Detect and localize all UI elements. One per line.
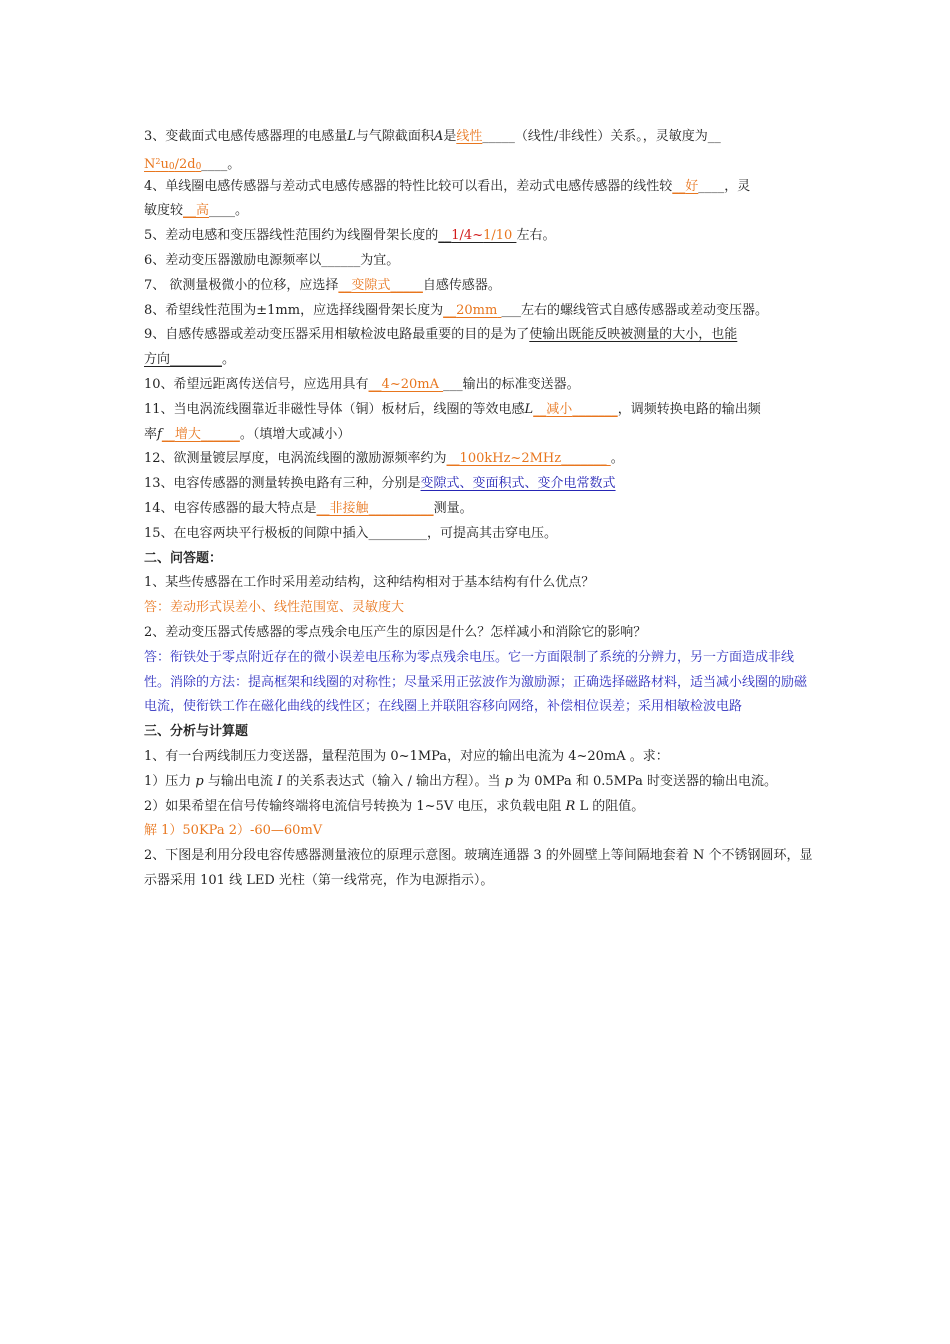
text: 10、希望远距离传送信号，应选用具有	[144, 376, 369, 392]
text: 变隙式	[351, 277, 391, 293]
text: 2）如果希望在信号传输终端将电流信号转换为 1~5V 电压，求负载电阻	[144, 798, 562, 814]
text: 9、自感传感器或差动变压器采用相敏检波电路最重要的目的是为了	[144, 327, 530, 343]
text: 。（填增大或减小）	[239, 426, 351, 442]
answer-sensitivity	[144, 157, 201, 172]
text: 14、电容传感器的最大特点是	[144, 500, 317, 516]
var-I: I	[277, 773, 283, 789]
fill-q9-line1	[144, 323, 816, 348]
fill-q4-line2	[144, 199, 816, 224]
answer-range: __1/4~1/10	[438, 228, 517, 244]
text: 非接触	[329, 500, 369, 516]
answer-red: 1/4~	[451, 228, 484, 244]
answer-gap: __变隙式_____	[338, 277, 423, 293]
text: 好	[685, 178, 699, 194]
answer-high: __高	[183, 203, 210, 219]
text: 增大	[174, 426, 201, 442]
fill-q9-line2	[144, 348, 816, 373]
document-body	[144, 125, 816, 894]
text: 高	[196, 203, 210, 219]
formula-sup: 2	[155, 156, 161, 166]
fill-q7	[144, 274, 816, 299]
answer-orange: 1/10	[483, 228, 517, 244]
text: 与输出电流	[207, 773, 273, 789]
text: 。	[222, 352, 236, 368]
fill-q6	[144, 249, 816, 274]
text: 6、差动变压器激励电源频率以______为宜。	[144, 252, 400, 268]
formula-sub: 0	[168, 161, 175, 172]
section3-p3	[144, 795, 816, 820]
fill-q12	[144, 447, 816, 472]
answer-20mm: __20mm	[443, 302, 498, 318]
fill-q8: 8、希望线性范围为±1mm，应选择线圈骨架长度为__20mm ___左右的螺线管式自感传感器或差动变压器。	[144, 302, 768, 318]
fill-q10: 10、希望远距离传送信号，应选用具有__4~20mA ___输出的标准变送器。	[144, 376, 580, 392]
formula-d: /2d	[174, 156, 196, 172]
var-A: A	[433, 129, 444, 144]
text: 方向	[144, 352, 171, 368]
fill-q13	[144, 472, 816, 497]
section3-p2	[144, 770, 816, 795]
text: 敏度较	[144, 203, 184, 219]
answer-4-20ma: __4~20mA	[368, 376, 439, 392]
answer-decrease: __减小_______	[533, 401, 618, 417]
text: ____，灵	[698, 178, 751, 194]
fill-q11-line2	[144, 423, 816, 448]
section3-title: 三、分析与计算题	[144, 724, 249, 740]
text: 。	[610, 451, 624, 467]
fill-q3-line1	[144, 125, 816, 150]
text: ，调频转换电路的输出频	[617, 401, 761, 417]
section3-p4: 2、下图是利用分段电容传感器测量液位的原理示意图。玻璃连通器 3 的外圆壁上等间隔地套着 N 个不锈钢圆环，显示器采用 101 线 LED 光柱（第一线常亮，作为电源指示）。	[144, 848, 813, 888]
text: 是	[443, 129, 457, 144]
text: L 的阻值。	[579, 798, 645, 814]
section3-answer: 解 1）50KPa 2）-60—60mV	[144, 823, 323, 839]
answer-increase: __增大______	[161, 426, 240, 442]
section3-p1: 1、有一台两线制压力变送器，量程范围为 0~1MPa，对应的输出电流为 4~20mA 。求：	[144, 748, 669, 764]
fill-q3-line2	[144, 150, 816, 175]
section2-q1: 1、某些传感器在工作时采用差动结构，这种结构相对于基本结构有什么优点？	[144, 575, 595, 591]
var-L: L	[347, 129, 356, 144]
text: 测量。	[433, 500, 473, 516]
text: 12、欲测量镀层厚度，电涡流线圈的激励源频率约为	[144, 451, 447, 467]
text: 与气隙截面积	[355, 129, 434, 144]
answer-noncontact: __非接触__________	[316, 500, 434, 516]
var-L: L	[524, 401, 534, 417]
fill-q15	[144, 522, 816, 547]
text: 1）压力	[144, 773, 192, 789]
var-f: f	[157, 426, 162, 442]
fill-q11-line1	[144, 398, 816, 423]
text: 4~20mA	[381, 376, 439, 392]
text: 8、希望线性范围为±1mm，应选择线圈骨架长度为	[144, 302, 444, 318]
text: 13、电容传感器的测量转换电路有三种，分别是	[144, 476, 421, 492]
formula-sub: 0	[195, 161, 202, 172]
fill-q14	[144, 497, 816, 522]
text: ____。	[201, 156, 241, 172]
formula-u: u	[160, 156, 169, 172]
answer-good: __好	[672, 178, 699, 194]
text: 4、单线圈电感传感器与差动式电感传感器的特性比较可以看出，差动式电感传感器的线性较	[144, 178, 673, 194]
text: 7、 欲测量极微小的位移，应选择	[144, 277, 339, 293]
text: 20mm	[456, 302, 498, 318]
var-p: p	[504, 773, 513, 789]
text: _____（线性/非线性）关系。，灵敏度为__	[482, 129, 721, 144]
text: 100kHz~2MHz	[459, 451, 562, 467]
answer-linear: 线性	[456, 129, 483, 144]
section2-a2: 答：衔铁处于零点附近存在的微小误差电压称为零点残余电压。它一方面限制了系统的分辨力，另一方面造成非线性。消除的方法：提高框架和线圈的对称性；尽量采用正弦波作为激励源；正确选择磁路材料，适当减小线圈的励磁电流，使衔铁工作在磁化曲线的线性区；在线圈上并联阻容移向网络，补偿相位误差；采用相敏检波电路	[144, 649, 808, 715]
answer-direction: 方向________	[144, 352, 223, 368]
text: 左右。	[516, 228, 556, 244]
section2-a1: 答：差动形式误差小、线性范围宽、灵敏度大	[144, 600, 405, 616]
text: 左右的螺线管式自感传感器或差动变压器。	[520, 302, 768, 318]
answer-frequency: __100kHz~2MHz_______	[446, 451, 611, 467]
section2-q2: 2、差动变压器式传感器的零点残余电压产生的原因是什么？怎样减小和消除它的影响？	[144, 624, 647, 640]
text: 15、在电容两块平行极板的间隙中插入_________，可提高其击穿电压。	[144, 525, 558, 541]
formula-n: N	[144, 156, 156, 172]
text: 的关系表达式（输入 / 输出方程）。当	[286, 773, 501, 789]
text: 减小	[546, 401, 573, 417]
section2-title: 二、问答题：	[144, 550, 223, 566]
answer-purpose: 使输出既能反映被测量的大小，也能	[529, 327, 738, 343]
answer-circuits: 变隙式、变面积式、变介电常数式	[420, 476, 616, 492]
fill-q4-line1	[144, 175, 816, 200]
text: 为 0MPa 和 0.5MPa 时变送器的输出电流。	[517, 773, 778, 789]
text: 输出的标准变送器。	[462, 376, 580, 392]
text: 自感传感器。	[422, 277, 501, 293]
var-p: p	[195, 773, 204, 789]
text: 3、变截面式电感传感器理的电感量	[144, 129, 348, 144]
text: ____。	[209, 203, 249, 219]
text: 5、差动电感和变压器线性范围约为线圈骨架长度的	[144, 228, 439, 244]
text: 率	[144, 426, 158, 442]
fill-q5	[144, 224, 816, 249]
text: 11、当电涡流线圈靠近非磁性导体（铜）板材后，线圈的等效电感	[144, 401, 525, 417]
var-R: R	[565, 798, 576, 814]
